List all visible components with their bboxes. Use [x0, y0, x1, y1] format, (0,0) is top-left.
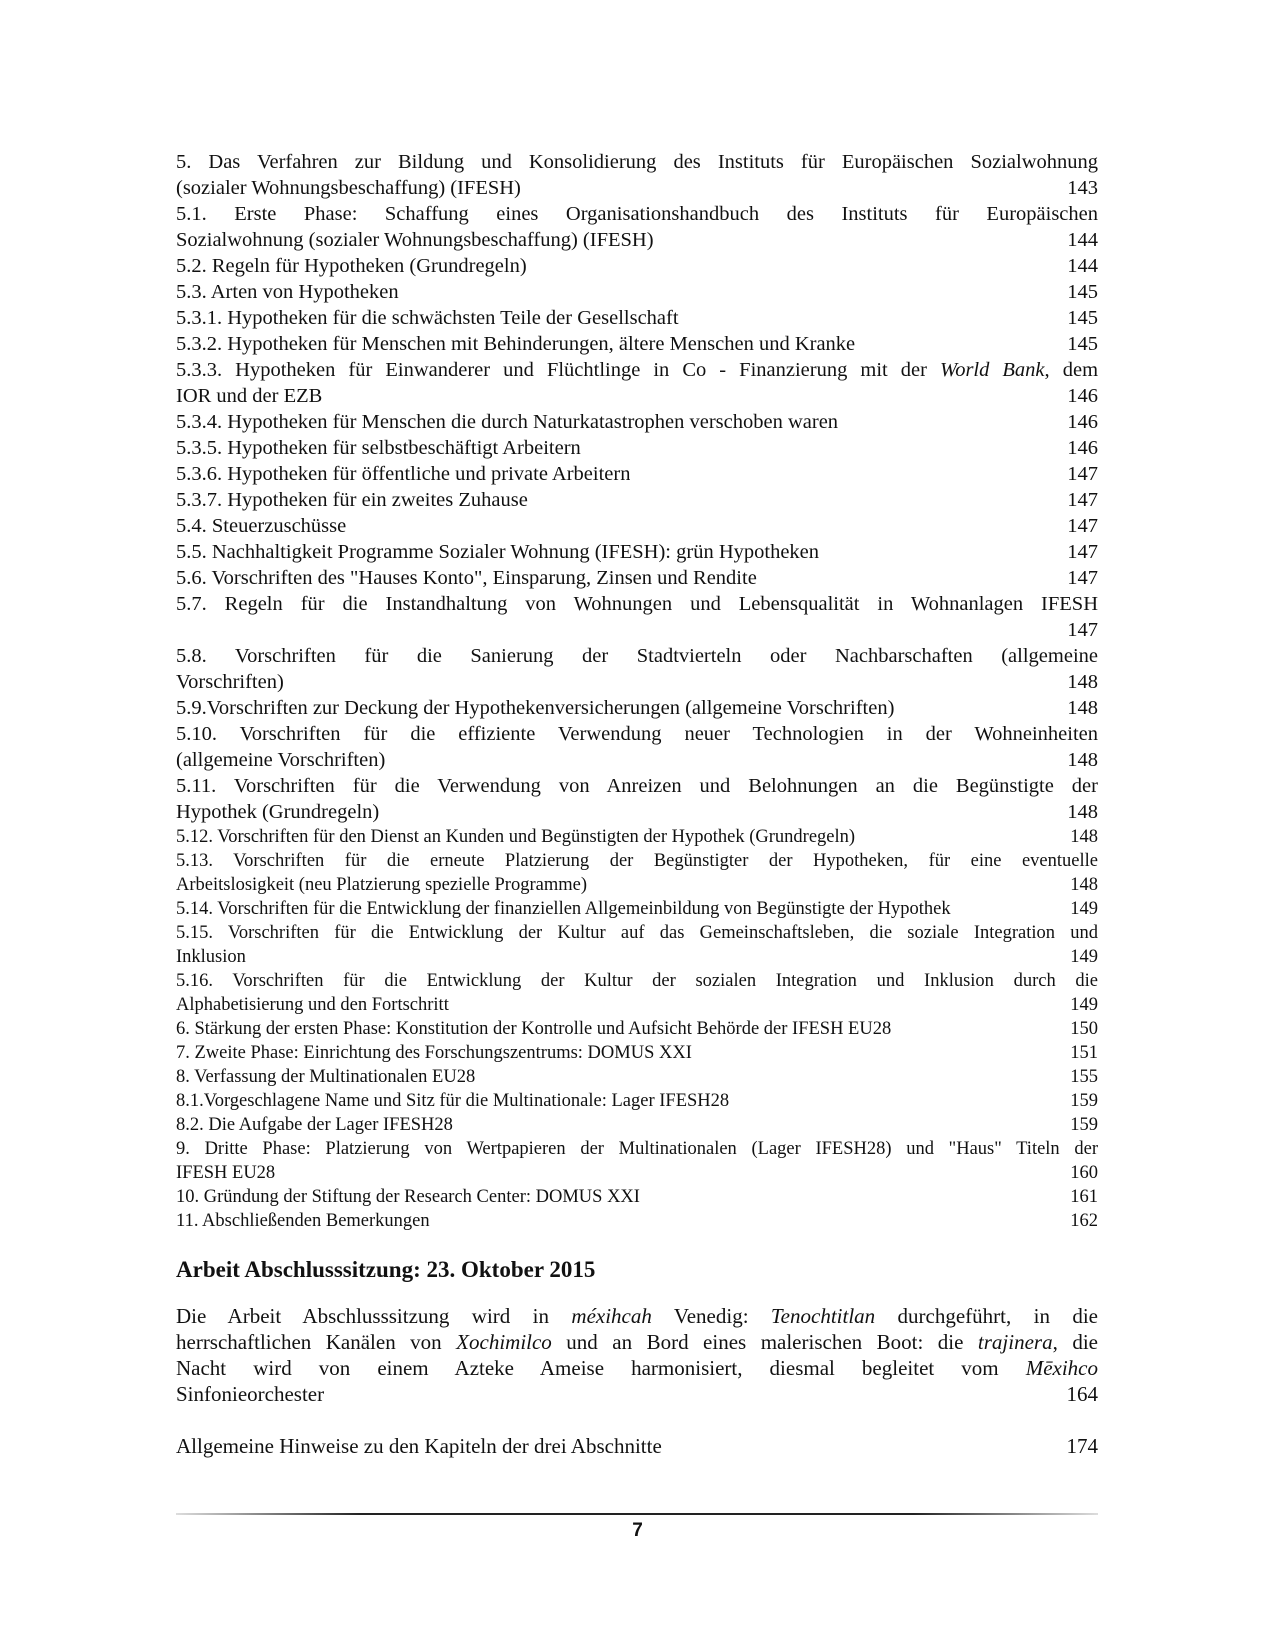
toc-entry-page: 146: [1067, 411, 1098, 433]
toc-entry[interactable]: [176, 331, 1098, 357]
toc-entry-line: 5.16. Vorschriften für die Entwicklung der Kultur der sozialen Integration und Inklusion durch die: [176, 971, 1098, 991]
toc-entry-line: 5.3.3. Hypotheken für Einwanderer und Flüchtlinge in Co - Finanzierung mit der World Bank, dem: [176, 359, 1099, 381]
toc-entry-title: Sozialwohnung (sozialer Wohnungsbeschaffung) (IFESH): [176, 229, 654, 251]
toc-entry-title: IOR und der EZB: [176, 385, 323, 407]
toc-entry[interactable]: [176, 695, 1098, 721]
toc-entry-title: 7. Zweite Phase: Einrichtung des Forschungszentrums: DOMUS XXI: [176, 1043, 692, 1063]
toc-entry[interactable]: [176, 513, 1098, 539]
toc-entry-page: 145: [1067, 281, 1098, 303]
toc-entry-row: [176, 747, 1098, 773]
toc-entry-row: [176, 435, 1098, 461]
toc-entry[interactable]: [176, 539, 1098, 565]
toc-entry[interactable]: [176, 897, 1098, 921]
toc-entry-row: [176, 1017, 1098, 1041]
toc-entry[interactable]: [176, 305, 1098, 331]
toc-entry[interactable]: [176, 279, 1098, 305]
toc-entry-row: [176, 227, 1098, 253]
toc-entry-title: 6. Stärkung der ersten Phase: Konstitution der Kontrolle und Aufsicht Behörde der IFESH EU28: [176, 1019, 892, 1039]
toc-entry-title: Vorschriften): [176, 671, 284, 693]
toc-entry-title: 5.6. Vorschriften des "Hauses Konto", Einsparung, Zinsen und Rendite: [176, 567, 757, 589]
toc-entry-page: 149: [1070, 899, 1098, 919]
toc-entry-row: [176, 565, 1098, 591]
toc-entry-line: 5.1. Erste Phase: Schaffung eines Organisationshandbuch des Instituts für Europäischen: [176, 203, 1098, 225]
toc-entry-row: [176, 873, 1098, 897]
toc-entry-page: 147: [1067, 619, 1098, 641]
toc-entry[interactable]: [176, 357, 1098, 409]
paragraph-page-number: 164: [1066, 1382, 1098, 1406]
footer-divider: [176, 1513, 1098, 1515]
toc-entry-title: (allgemeine Vorschriften): [176, 749, 386, 771]
toc-entry-page: 146: [1067, 385, 1098, 407]
toc-entry-page: 159: [1070, 1115, 1098, 1135]
toc-entry-page: 147: [1067, 541, 1098, 563]
paragraph-line: herrschaftlichen Kanälen von Xochimilco und an Bord eines malerischen Boot: die trajinera, die: [176, 1330, 1098, 1354]
toc-entry[interactable]: [176, 1137, 1098, 1185]
toc-entry-page: 160: [1070, 1163, 1098, 1183]
toc-entry-title: 5.3.1. Hypotheken für die schwächsten Teile der Gesellschaft: [176, 307, 679, 329]
final-toc-entry[interactable]: [176, 1433, 1098, 1459]
toc-entry-page: 155: [1070, 1067, 1098, 1087]
toc-entry-page: 145: [1067, 307, 1098, 329]
toc-entry-row: [176, 1209, 1098, 1233]
toc-entry-page: 148: [1070, 827, 1098, 847]
toc-entry-page: 147: [1067, 463, 1098, 485]
toc-entry-title: Hypothek (Grundregeln): [176, 801, 380, 823]
paragraph-line: Die Arbeit Abschlusssitzung wird in méxihcah Venedig: Tenochtitlan durchgeführt, in die: [176, 1304, 1098, 1328]
toc-entry-title: 5.4. Steuerzuschüsse: [176, 515, 347, 537]
toc-entry-title: 8.2. Die Aufgabe der Lager IFESH28: [176, 1115, 453, 1135]
toc-entry-row: [176, 1065, 1098, 1089]
toc-entry-row: [176, 279, 1098, 305]
toc-entry[interactable]: [176, 643, 1098, 695]
section-heading: Arbeit Abschlusssitzung: 23. Oktober 2015: [176, 1257, 596, 1282]
toc-entry-page: 148: [1070, 875, 1098, 895]
toc-entry-title: 10. Gründung der Stiftung der Research Center: DOMUS XXI: [176, 1187, 640, 1207]
toc-entry-row: [176, 695, 1098, 721]
toc-entry-row: [176, 1041, 1098, 1065]
toc-entry[interactable]: [176, 1113, 1098, 1137]
toc-entry-page: 147: [1067, 567, 1098, 589]
toc-entry-row: [176, 409, 1098, 435]
toc-entry-title: 5.3.5. Hypotheken für selbstbeschäftigt Arbeitern: [176, 437, 581, 459]
toc-entry[interactable]: [176, 149, 1098, 201]
toc-entry-row: [176, 799, 1098, 825]
toc-entry[interactable]: [176, 1209, 1098, 1233]
toc-entry-title: 5.9.Vorschriften zur Deckung der Hypothekenversicherungen (allgemeine Vorschriften): [176, 697, 895, 719]
toc-entry[interactable]: [176, 773, 1098, 825]
toc-entry-page: 143: [1067, 177, 1098, 199]
toc-entry-row: [176, 1113, 1098, 1137]
toc-entry-line: 5.13. Vorschriften für die erneute Platzierung der Begünstigter der Hypotheken, für eine eventuelle: [176, 851, 1098, 871]
toc-entry-page: 144: [1067, 255, 1098, 277]
toc-entry[interactable]: [176, 435, 1098, 461]
toc-entry-page: 151: [1070, 1043, 1098, 1063]
toc-entry[interactable]: [176, 849, 1098, 897]
toc-entry-title: Alphabetisierung und den Fortschritt: [176, 995, 449, 1015]
toc-entry[interactable]: [176, 565, 1098, 591]
toc-entry[interactable]: [176, 969, 1098, 1017]
toc-entry-row: [176, 539, 1098, 565]
toc-entry-line: 9. Dritte Phase: Platzierung von Wertpapieren der Multinationalen (Lager IFESH28) und "Haus" Titeln der: [176, 1139, 1098, 1159]
final-entry-title: Allgemeine Hinweise zu den Kapiteln der drei Abschnitte: [176, 1434, 662, 1458]
toc-entry-page: 150: [1070, 1019, 1098, 1039]
toc-entry-row: [176, 383, 1098, 409]
toc-entry-row: [176, 945, 1098, 969]
toc-entry-page: 149: [1070, 947, 1098, 967]
toc-entry-title: 8. Verfassung der Multinationalen EU28: [176, 1067, 476, 1087]
toc-entry-row: [176, 253, 1098, 279]
toc-entry-title: 5.2. Regeln für Hypotheken (Grundregeln): [176, 255, 527, 277]
toc-entry-title: 5.3.7. Hypotheken für ein zweites Zuhause: [176, 489, 528, 511]
toc-entry-row: [176, 175, 1098, 201]
section-paragraph: [176, 1303, 1098, 1407]
toc-entry-title: IFESH EU28: [176, 1163, 276, 1183]
toc-entry-line: 5.15. Vorschriften für die Entwicklung der Kultur auf das Gemeinschaftsleben, die soziale Integration und: [176, 923, 1098, 943]
toc-entry-page: 144: [1067, 229, 1098, 251]
toc-entry-row: [176, 825, 1098, 849]
toc-entry[interactable]: [176, 825, 1098, 849]
toc-entry[interactable]: [176, 461, 1098, 487]
toc-entry-title: 5.14. Vorschriften für die Entwicklung der finanziellen Allgemeinbildung von Begünstigte der Hypothek: [176, 899, 951, 919]
paragraph-line: Nacht wird von einem Azteke Ameise harmonisiert, diesmal begleitet vom Mēxihco: [176, 1356, 1098, 1380]
toc-entry-title: Inklusion: [176, 947, 246, 967]
toc-content: [176, 149, 1098, 1459]
paragraph-last-line: [176, 1381, 1098, 1407]
toc-entry[interactable]: [176, 1017, 1098, 1041]
toc-entry-title: 5.5. Nachhaltigkeit Programme Sozialer Wohnung (IFESH): grün Hypotheken: [176, 541, 820, 563]
toc-entry[interactable]: [176, 1089, 1098, 1113]
toc-entry-page: 147: [1067, 489, 1098, 511]
toc-entry[interactable]: [176, 487, 1098, 513]
toc-entry-title: (sozialer Wohnungsbeschaffung) (IFESH): [176, 177, 521, 199]
toc-entry[interactable]: [176, 1065, 1098, 1089]
toc-entry-row: [176, 1089, 1098, 1113]
toc-entry-page: 148: [1067, 671, 1098, 693]
toc-entry[interactable]: [176, 591, 1098, 643]
toc-entry-title: Arbeitslosigkeit (neu Platzierung spezielle Programme): [176, 875, 587, 895]
toc-entry-row: [176, 617, 1098, 643]
toc-entry-title: 5.3.2. Hypotheken für Menschen mit Behinderungen, ältere Menschen und Kranke: [176, 333, 856, 355]
toc-entry-page: 148: [1067, 801, 1098, 823]
toc-entry[interactable]: [176, 253, 1098, 279]
toc-entry-line: 5.10. Vorschriften für die effiziente Verwendung neuer Technologien in der Wohneinheiten: [176, 723, 1098, 745]
toc-entry-line: 5.7. Regeln für die Instandhaltung von Wohnungen und Lebensqualität in Wohnanlagen IFESH: [176, 593, 1098, 615]
final-entry-page: 174: [1066, 1434, 1098, 1458]
toc-entry-line: 5. Das Verfahren zur Bildung und Konsolidierung des Instituts für Europäischen Sozialwohnung: [176, 151, 1098, 173]
toc-entry-title: 5.12. Vorschriften für den Dienst an Kunden und Begünstigten der Hypothek (Grundregeln): [176, 827, 856, 847]
toc-entry-row: [176, 1185, 1098, 1209]
paragraph-line: Sinfonieorchester: [176, 1382, 325, 1406]
toc-entry-title: 5.3.6. Hypotheken für öffentliche und private Arbeitern: [176, 463, 631, 485]
toc-entry-row: [176, 487, 1098, 513]
toc-entry-page: 149: [1070, 995, 1098, 1015]
toc-entry-title: 11. Abschließenden Bemerkungen: [176, 1211, 430, 1231]
toc-entry[interactable]: [176, 921, 1098, 969]
toc-entry-row: [176, 513, 1098, 539]
toc-entry-row: [176, 993, 1098, 1017]
toc-entry-row: [176, 461, 1098, 487]
toc-entry-row: [176, 331, 1098, 357]
table-of-contents: [176, 149, 1098, 1233]
toc-entry-page: 148: [1067, 697, 1098, 719]
toc-entry-page: 148: [1067, 749, 1098, 771]
toc-entry-page: 146: [1067, 437, 1098, 459]
toc-entry[interactable]: [176, 409, 1098, 435]
toc-entry-row: [176, 1161, 1098, 1185]
toc-entry-page: 162: [1070, 1211, 1098, 1231]
toc-entry-page: 159: [1070, 1091, 1098, 1111]
toc-entry-title: 8.1.Vorgeschlagene Name und Sitz für die Multinationale: Lager IFESH28: [176, 1091, 730, 1111]
toc-entry[interactable]: [176, 1041, 1098, 1065]
toc-entry-row: [176, 669, 1098, 695]
toc-entry-page: 161: [1070, 1187, 1098, 1207]
toc-entry[interactable]: [176, 201, 1098, 253]
toc-entry-title: 5.3. Arten von Hypotheken: [176, 281, 399, 303]
toc-entry[interactable]: [176, 721, 1098, 773]
toc-entry-row: [176, 897, 1098, 921]
page-number: 7: [632, 1520, 643, 1541]
toc-entry-page: 145: [1067, 333, 1098, 355]
toc-entry-row: [176, 305, 1098, 331]
toc-entry-line: 5.11. Vorschriften für die Verwendung von Anreizen und Belohnungen an die Begünstigte der: [176, 775, 1098, 797]
toc-entry-title: 5.3.4. Hypotheken für Menschen die durch Naturkatastrophen verschoben waren: [176, 411, 839, 433]
toc-entry[interactable]: [176, 1185, 1098, 1209]
toc-entry-line: 5.8. Vorschriften für die Sanierung der Stadtvierteln oder Nachbarschaften (allgemeine: [176, 645, 1098, 667]
toc-entry-page: 147: [1067, 515, 1098, 537]
